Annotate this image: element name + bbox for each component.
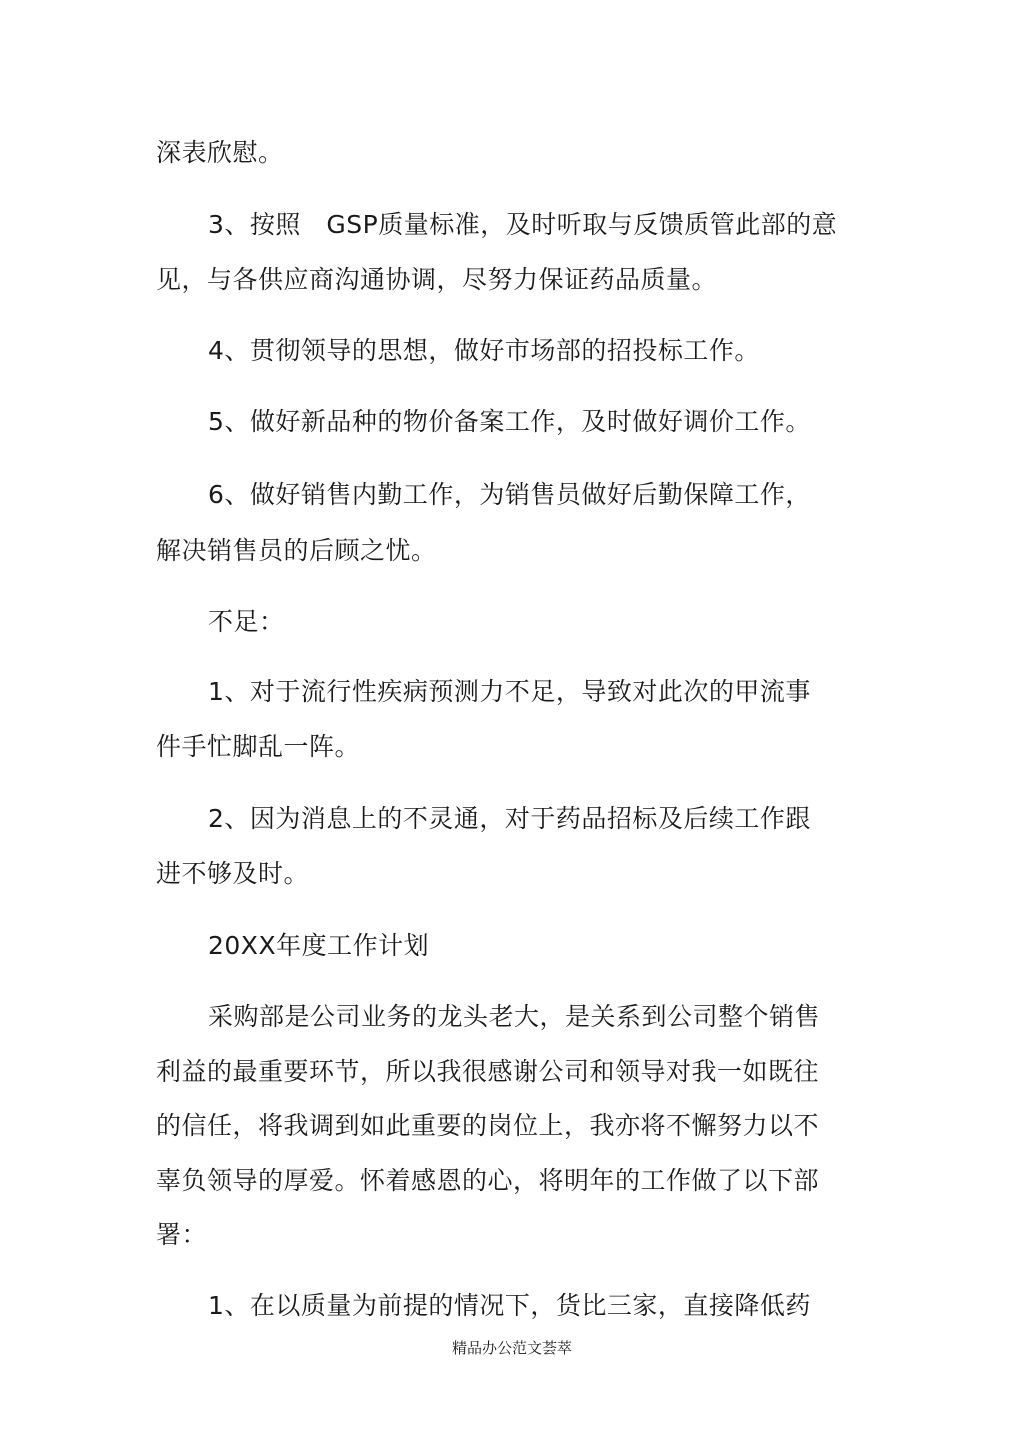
text-line: 进不够及时。 — [156, 859, 310, 888]
text-line: 2、因为消息上的不灵通，对于药品招标及后续工作跟 — [208, 804, 811, 833]
text-line: 利益的最重要环节，所以我很感谢公司和领导对我一如既往 — [156, 1057, 820, 1086]
text-line: 辜负领导的厚爱。怀着感恩的心，将明年的工作做了以下部 — [156, 1166, 820, 1195]
text-line: 5、做好新品种的物价备案工作，及时做好调价工作。 — [208, 407, 811, 436]
text-line: 件手忙脚乱一阵。 — [156, 732, 361, 761]
text-line: 1、在以质量为前提的情况下，货比三家，直接降低药 — [208, 1291, 811, 1320]
page-footer: 精品办公范文荟萃 — [451, 1339, 572, 1357]
text-line: 4、贯彻领导的思想，做好市场部的招投标工作。 — [208, 336, 760, 365]
text-line: 署： — [156, 1220, 208, 1249]
text-line: 解决销售员的后顾之忧。 — [156, 536, 437, 565]
section-heading: 20XX年度工作计划 — [208, 931, 430, 960]
text-line: 不足： — [208, 607, 285, 636]
text-line: 见，与各供应商沟通协调，尽努力保证药品质量。 — [156, 265, 718, 294]
text-line: 深表欣慰。 — [156, 138, 284, 167]
text-line: 3、按照 GSP质量标准，及时听取与反馈质管此部的意 — [208, 210, 838, 239]
text-line: 6、做好销售内勤工作，为销售员做好后勤保障工作， — [208, 480, 811, 509]
text-line: 1、对于流行性疾病预测力不足，导致对此次的甲流事 — [208, 677, 811, 706]
text-line: 的信任，将我调到如此重要的岗位上，我亦将不懈努力以不 — [156, 1111, 820, 1140]
text-line: 采购部是公司业务的龙头老大，是关系到公司整个销售 — [208, 1002, 821, 1031]
